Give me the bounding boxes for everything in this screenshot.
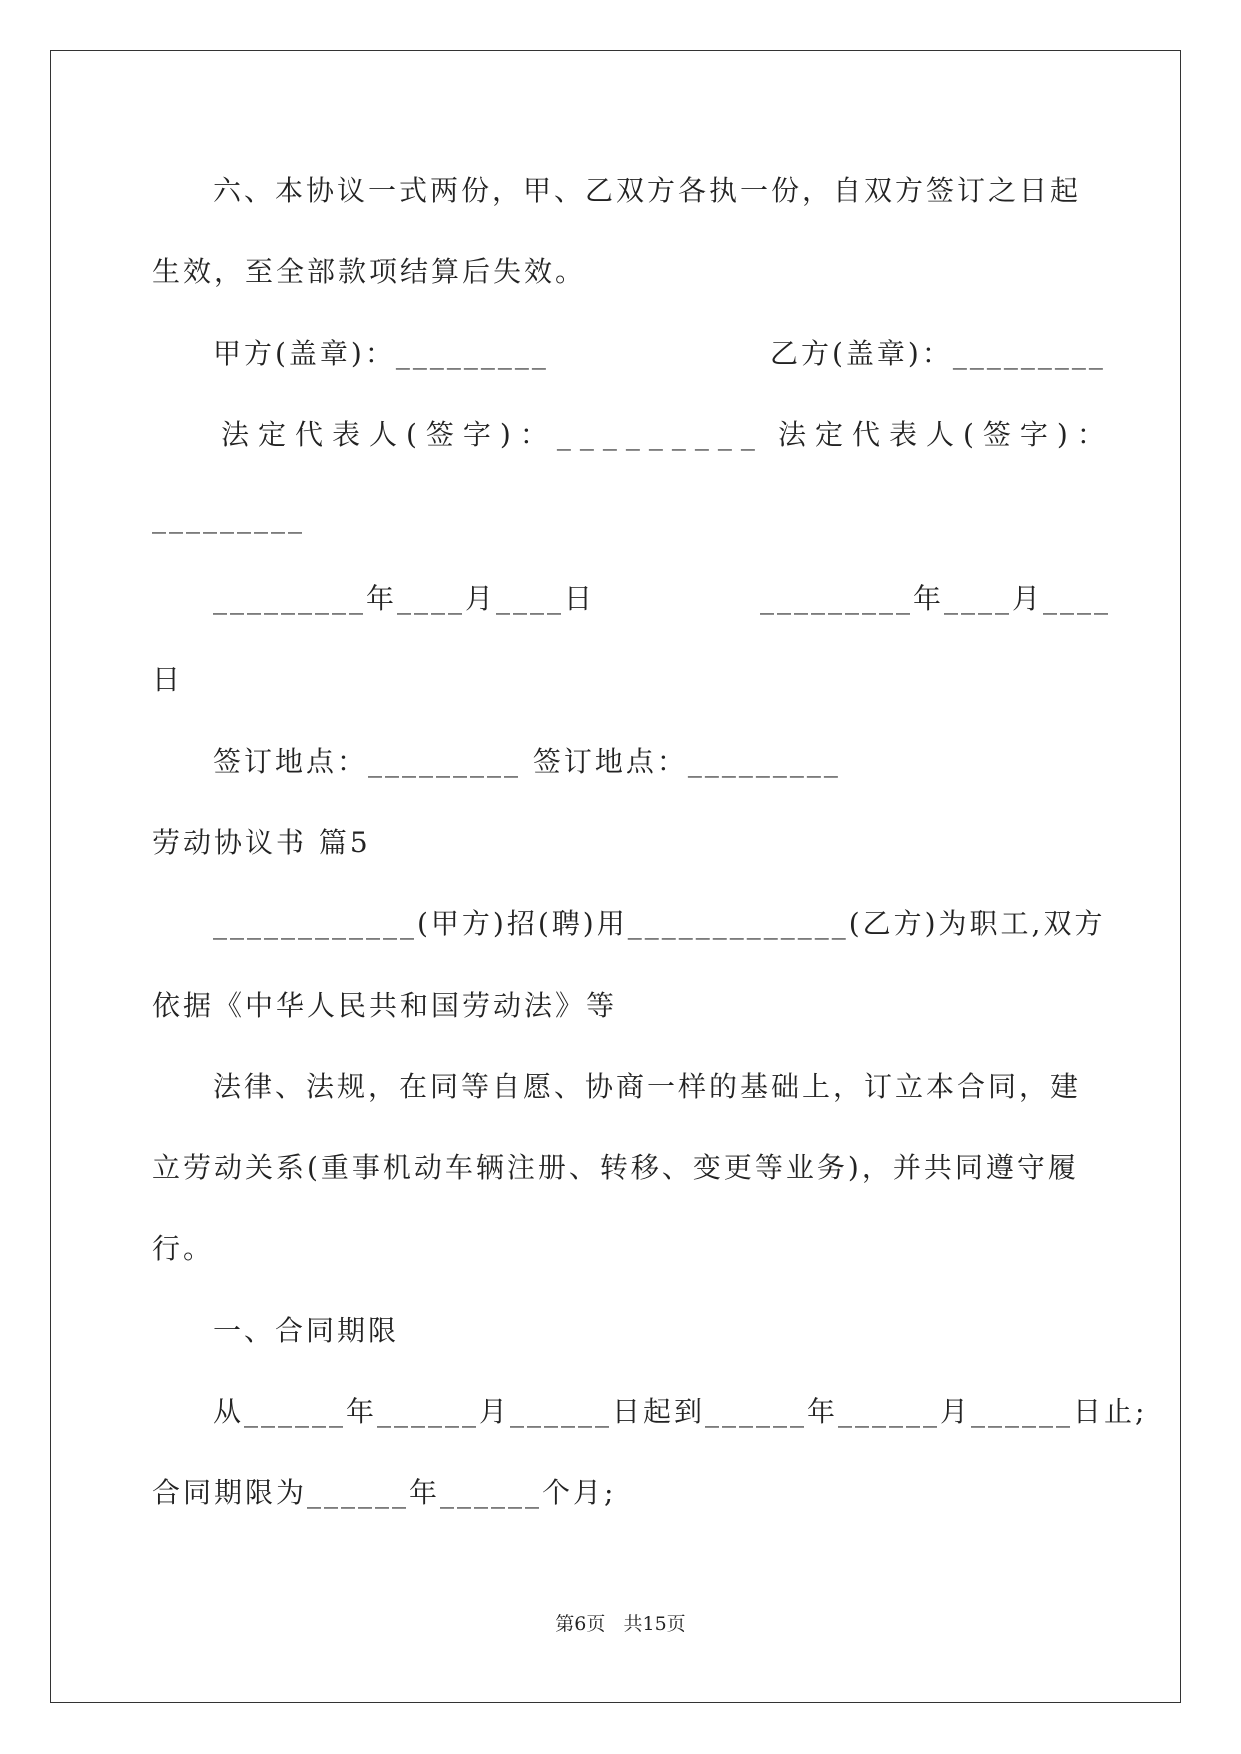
contract-intro-line-2: 依据《中华人民共和国劳动法》等 bbox=[152, 989, 618, 1022]
page-border bbox=[50, 50, 1181, 1703]
party-b-date-day: 日 bbox=[152, 663, 184, 696]
party-a-legal-rep: 法定代表人(签字)：_________ bbox=[221, 418, 764, 451]
party-a-date: _________年____月____日 bbox=[213, 582, 596, 615]
party-b-seal: 乙方(盖章)：_________ bbox=[770, 337, 1106, 370]
signing-location: 签订地点：_________ 签订地点：_________ bbox=[213, 745, 841, 778]
contract-basis-line-2: 立劳动关系(重事机动车辆注册、转移、变更等业务)，并共同遵守履 bbox=[152, 1151, 1079, 1184]
clause-six-line-2: 生效，至全部款项结算后失效。 bbox=[152, 255, 587, 288]
contract-basis-line-3: 行。 bbox=[152, 1232, 215, 1265]
term-heading: 一、合同期限 bbox=[213, 1314, 400, 1347]
clause-six-line-1: 六、本协议一式两份，甲、乙双方各执一份，自双方签订之日起 bbox=[213, 174, 1082, 207]
section-title: 劳动协议书 篇5 bbox=[152, 826, 371, 859]
party-a-seal: 甲方(盖章)：_________ bbox=[213, 337, 549, 370]
term-dates: 从______年______月______日起到______年______月______日止; bbox=[213, 1395, 1148, 1428]
party-b-date: _________年____月____ bbox=[760, 582, 1112, 615]
party-b-legal-rep-blank: _________ bbox=[152, 501, 305, 534]
party-b-legal-rep: 法定代表人(签字)： bbox=[778, 418, 1114, 451]
contract-intro-line-1: ____________(甲方)招(聘)用_____________(乙方)为职工,双方 bbox=[213, 907, 1106, 940]
contract-basis-line-1: 法律、法规，在同等自愿、协商一样的基础上，订立本合同，建 bbox=[213, 1070, 1082, 1103]
page-footer: 第6页 共15页 bbox=[555, 1613, 686, 1635]
term-duration: 合同期限为______年______个月; bbox=[152, 1476, 617, 1509]
